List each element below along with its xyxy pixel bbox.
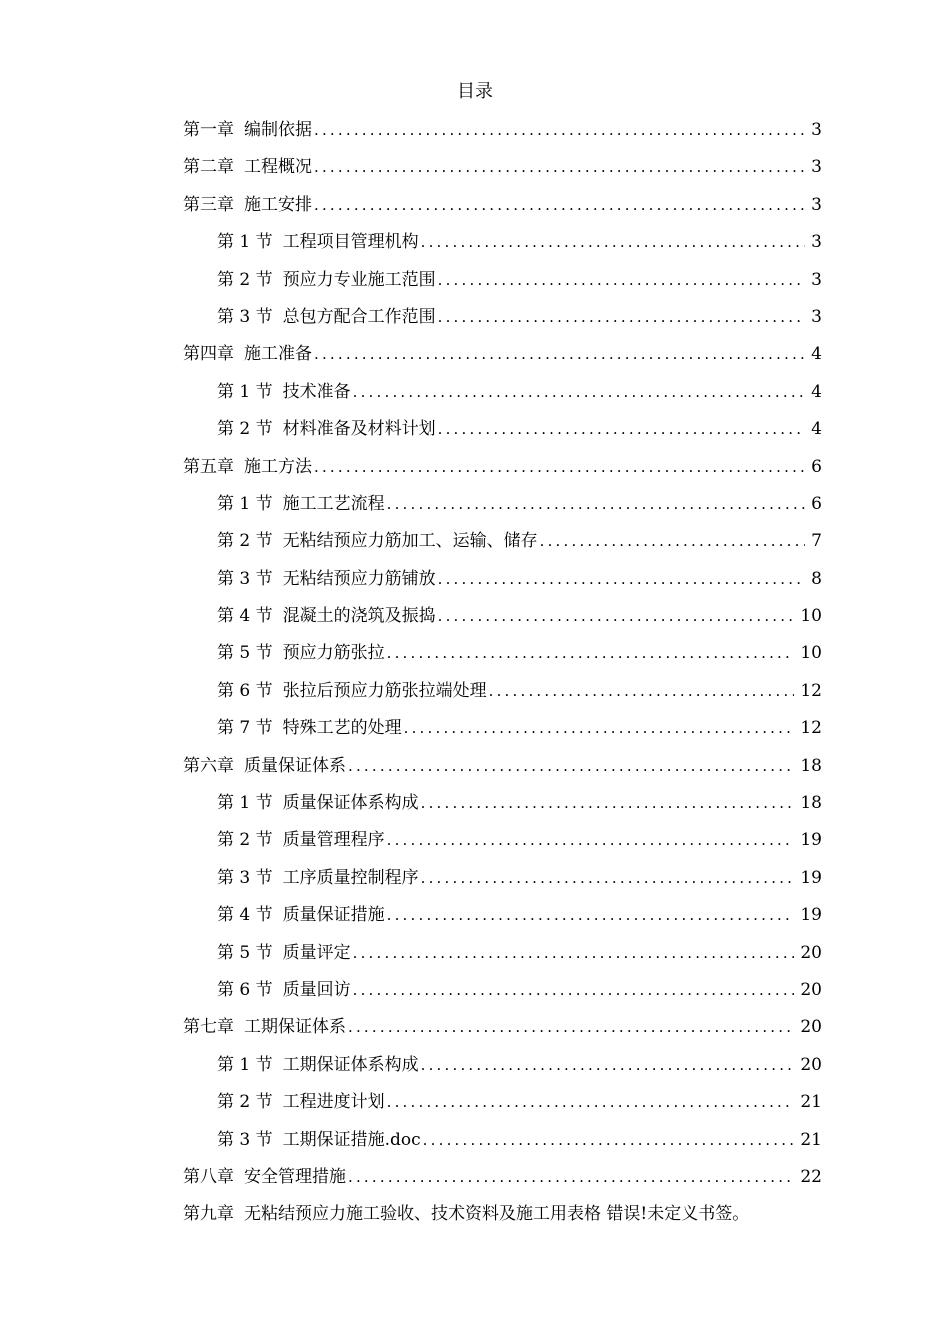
toc-entry-text: 工程概况 <box>244 157 312 178</box>
toc-entry[interactable] <box>183 673 823 710</box>
toc-entry-label <box>217 523 538 560</box>
toc-leader-dots <box>387 897 795 934</box>
toc-entry-text: 张拉后预应力筋张拉端处理 <box>282 680 487 701</box>
toc-entry-text: 施工方法 <box>244 456 312 477</box>
toc-entry-text: 质量管理程序 <box>282 830 385 851</box>
toc-entry[interactable] <box>183 1196 823 1233</box>
toc-entry[interactable] <box>183 860 823 897</box>
toc-entry[interactable] <box>183 822 823 859</box>
toc-entry-number: 第三章 <box>183 194 234 215</box>
toc-entry-label <box>217 224 419 261</box>
toc-leader-dots <box>438 299 806 336</box>
toc-entry-label <box>217 972 351 1009</box>
toc-entry-label <box>183 1196 823 1233</box>
toc-leader-dots <box>387 635 795 672</box>
toc-leader-dots <box>404 710 795 747</box>
toc-entry-label <box>217 561 436 598</box>
toc-entry-label <box>217 299 436 336</box>
toc-entry-number: 第 2 节 <box>217 419 273 440</box>
toc-page-number: 20 <box>800 1017 822 1038</box>
toc-entry-number: 第 7 节 <box>217 718 273 739</box>
toc-entry[interactable] <box>183 1047 823 1084</box>
toc-entry-text: 施工安排 <box>244 194 312 215</box>
toc-entry-label <box>183 1159 346 1196</box>
toc-entry-number: 第 4 节 <box>217 905 273 926</box>
toc-page-number: 4 <box>811 381 822 402</box>
toc-entry-number: 第 2 节 <box>217 531 273 552</box>
toc-page-number: 21 <box>800 1129 822 1150</box>
toc-entry[interactable] <box>183 187 823 224</box>
toc-entry-label <box>183 149 312 186</box>
toc-page-number: 19 <box>800 867 822 888</box>
toc-leader-dots <box>421 785 795 822</box>
toc-entry-label <box>183 112 312 149</box>
toc-entry[interactable] <box>183 785 823 822</box>
toc-entry-number: 第 1 节 <box>217 493 273 514</box>
toc-page-number: 19 <box>800 830 822 851</box>
toc-leader-dots <box>423 1122 795 1159</box>
toc-entry-number: 第 6 节 <box>217 680 273 701</box>
toc-entry[interactable] <box>183 1009 823 1046</box>
toc-page-number: 12 <box>800 680 822 701</box>
toc-entry-label <box>183 336 312 373</box>
toc-entry[interactable] <box>183 523 823 560</box>
toc-entry-text: 技术准备 <box>282 381 351 402</box>
toc-page-number: 4 <box>811 419 822 440</box>
toc-entry-number: 第二章 <box>183 157 234 178</box>
toc-entry-text: 安全管理措施 <box>244 1166 346 1187</box>
toc-entry[interactable] <box>183 486 823 523</box>
toc-leader-dots <box>353 972 795 1009</box>
toc-page-number: 7 <box>811 531 822 552</box>
toc-leader-dots <box>348 1009 794 1046</box>
toc-entry[interactable] <box>183 149 823 186</box>
toc-page-number: 3 <box>811 120 822 140</box>
toc-entry-number: 第 2 节 <box>217 1092 273 1113</box>
toc-entry-number: 第五章 <box>183 456 234 477</box>
toc-leader-dots <box>353 374 806 411</box>
toc-entry-text: 总包方配合工作范围 <box>282 306 436 327</box>
toc-entry-number: 第 3 节 <box>217 568 273 589</box>
toc-entry-number: 第一章 <box>183 120 234 140</box>
toc-entry-number: 第四章 <box>183 344 234 365</box>
toc-page-number: 10 <box>800 606 822 627</box>
toc-leader-dots <box>438 561 806 598</box>
toc-entry[interactable] <box>183 972 823 1009</box>
toc-entry-number: 第 3 节 <box>217 1129 273 1150</box>
toc-page-number: 3 <box>811 232 822 253</box>
toc-entry[interactable] <box>183 635 823 672</box>
toc-entry-text: 混凝土的浇筑及振捣 <box>282 606 436 627</box>
toc-entry-number: 第 1 节 <box>217 232 273 253</box>
toc-entry-number: 第 2 节 <box>217 830 273 851</box>
toc-entry-text: 预应力专业施工范围 <box>282 269 436 290</box>
toc-entry-text: 工程项目管理机构 <box>282 232 419 253</box>
toc-page-number: 19 <box>800 905 822 926</box>
toc-entry[interactable] <box>183 1122 823 1159</box>
toc-page-number: 12 <box>800 718 822 739</box>
toc-page-number: 3 <box>811 269 822 290</box>
toc-entry-text: 特殊工艺的处理 <box>282 718 402 739</box>
toc-entry[interactable] <box>183 449 823 486</box>
toc-entry-number: 第 6 节 <box>217 979 273 1000</box>
toc-entry-label <box>217 822 385 859</box>
toc-leader-dots <box>314 187 805 224</box>
toc-entry-text: 工期保证体系 <box>244 1017 346 1038</box>
toc-entry-text: 工期保证措施.doc <box>282 1129 421 1150</box>
toc-entry-number: 第 4 节 <box>217 606 273 627</box>
toc-entry-number: 第 5 节 <box>217 942 273 963</box>
toc-entry[interactable] <box>183 411 823 448</box>
toc-page-number: 4 <box>811 344 822 365</box>
toc-entry-text: 材料准备及材料计划 <box>282 419 436 440</box>
toc-page-number: 18 <box>800 793 822 814</box>
toc-entry-text: 工程进度计划 <box>282 1092 385 1113</box>
toc-leader-dots <box>387 486 806 523</box>
toc-entry-number: 第 1 节 <box>217 381 273 402</box>
toc-leader-dots <box>438 411 806 448</box>
toc-entry[interactable] <box>183 598 823 635</box>
toc-page-number: 22 <box>800 1166 822 1187</box>
toc-page-number: 3 <box>811 194 822 215</box>
toc-entry-number: 第 1 节 <box>217 793 273 814</box>
toc-page-number: 6 <box>811 493 822 514</box>
toc-leader-dots <box>314 112 805 149</box>
toc-page-number: 3 <box>811 157 822 178</box>
toc-entry[interactable] <box>183 561 823 598</box>
toc-page-number: 3 <box>811 306 822 327</box>
toc-entry-text: 无粘结预应力筋铺放 <box>282 568 436 589</box>
toc-entry-text: 工期保证体系构成 <box>282 1054 419 1075</box>
toc-entry-label <box>217 262 436 299</box>
toc-entry-label <box>217 411 436 448</box>
toc-entry[interactable] <box>183 1084 823 1121</box>
toc-leader-dots <box>421 1047 795 1084</box>
toc-entry-label <box>217 635 385 672</box>
toc-leader-dots <box>348 748 794 785</box>
toc-entry[interactable] <box>183 935 823 972</box>
toc-leader-dots <box>387 1084 795 1121</box>
toc-entry-number: 第 1 节 <box>217 1054 273 1075</box>
toc-entry[interactable] <box>183 112 823 149</box>
toc-entry-number: 第 5 节 <box>217 643 273 664</box>
toc-leader-dots <box>438 262 806 299</box>
toc-page-number: 20 <box>800 979 822 1000</box>
toc-entry-text: 质量评定 <box>282 942 351 963</box>
toc-entry-label <box>183 748 346 785</box>
toc-entry-text: 质量保证体系 <box>244 755 346 776</box>
toc-page-number: 18 <box>800 755 822 776</box>
toc-entry-text: 无粘结预应力施工验收、技术资料及施工用表格 错误!未定义书签。 <box>244 1204 750 1225</box>
toc-entry-number: 第六章 <box>183 755 234 776</box>
toc-entry[interactable] <box>183 336 823 373</box>
toc-leader-dots <box>348 1159 794 1196</box>
toc-list <box>183 112 823 1234</box>
toc-entry-label <box>217 860 419 897</box>
toc-entry-text: 质量保证措施 <box>282 905 385 926</box>
toc-entry-label <box>217 1084 385 1121</box>
toc-page-number: 6 <box>811 456 822 477</box>
toc-entry[interactable] <box>183 374 823 411</box>
toc-entry-text: 施工工艺流程 <box>282 493 385 514</box>
toc-page-number: 20 <box>800 1054 822 1075</box>
toc-leader-dots <box>489 673 795 710</box>
toc-entry-number: 第七章 <box>183 1017 234 1038</box>
toc-leader-dots <box>387 822 795 859</box>
toc-leader-dots <box>421 224 806 261</box>
toc-leader-dots <box>421 860 795 897</box>
toc-leader-dots <box>314 449 805 486</box>
toc-leader-dots <box>353 935 795 972</box>
toc-entry-label <box>217 486 385 523</box>
toc-page-number: 8 <box>811 568 822 589</box>
toc-entry-label <box>217 598 436 635</box>
toc-entry-text: 无粘结预应力筋加工、运输、储存 <box>282 531 538 552</box>
toc-page-number: 10 <box>800 643 822 664</box>
toc-entry-text: 工序质量控制程序 <box>282 867 419 888</box>
toc-entry-number: 第 3 节 <box>217 306 273 327</box>
toc-entry[interactable] <box>183 710 823 747</box>
toc-entry-text: 质量保证体系构成 <box>282 793 419 814</box>
toc-entry-label <box>217 710 402 747</box>
toc-entry-number: 第八章 <box>183 1166 234 1187</box>
toc-entry-text: 施工准备 <box>244 344 312 365</box>
toc-leader-dots <box>540 523 806 560</box>
toc-entry-label <box>217 1122 421 1159</box>
toc-entry[interactable] <box>183 299 823 336</box>
toc-title: 目录 <box>457 81 493 102</box>
toc-entry-label <box>183 1009 346 1046</box>
toc-entry-number: 第 2 节 <box>217 269 273 290</box>
toc-entry-label <box>217 935 351 972</box>
toc-entry-label <box>217 673 487 710</box>
toc-entry-label <box>217 1047 419 1084</box>
toc-entry[interactable] <box>183 1159 823 1196</box>
toc-leader-dots <box>314 336 805 373</box>
toc-entry-label <box>183 187 312 224</box>
toc-leader-dots <box>314 149 805 186</box>
toc-entry-label <box>217 785 419 822</box>
toc-entry[interactable] <box>183 748 823 785</box>
toc-page-number: 20 <box>800 942 822 963</box>
toc-entry-text: 质量回访 <box>282 979 351 1000</box>
toc-entry-text: 预应力筋张拉 <box>282 643 385 664</box>
toc-leader-dots <box>438 598 795 635</box>
toc-entry-number: 第九章 <box>183 1204 234 1225</box>
toc-entry-text: 编制依据 <box>244 120 312 140</box>
toc-entry-label <box>183 449 312 486</box>
toc-entry[interactable] <box>183 224 823 261</box>
toc-entry-number: 第 3 节 <box>217 867 273 888</box>
toc-entry-label <box>217 897 385 934</box>
toc-entry[interactable] <box>183 897 823 934</box>
toc-entry-label <box>217 374 351 411</box>
toc-entry[interactable] <box>183 262 823 299</box>
toc-page-number: 21 <box>800 1092 822 1113</box>
